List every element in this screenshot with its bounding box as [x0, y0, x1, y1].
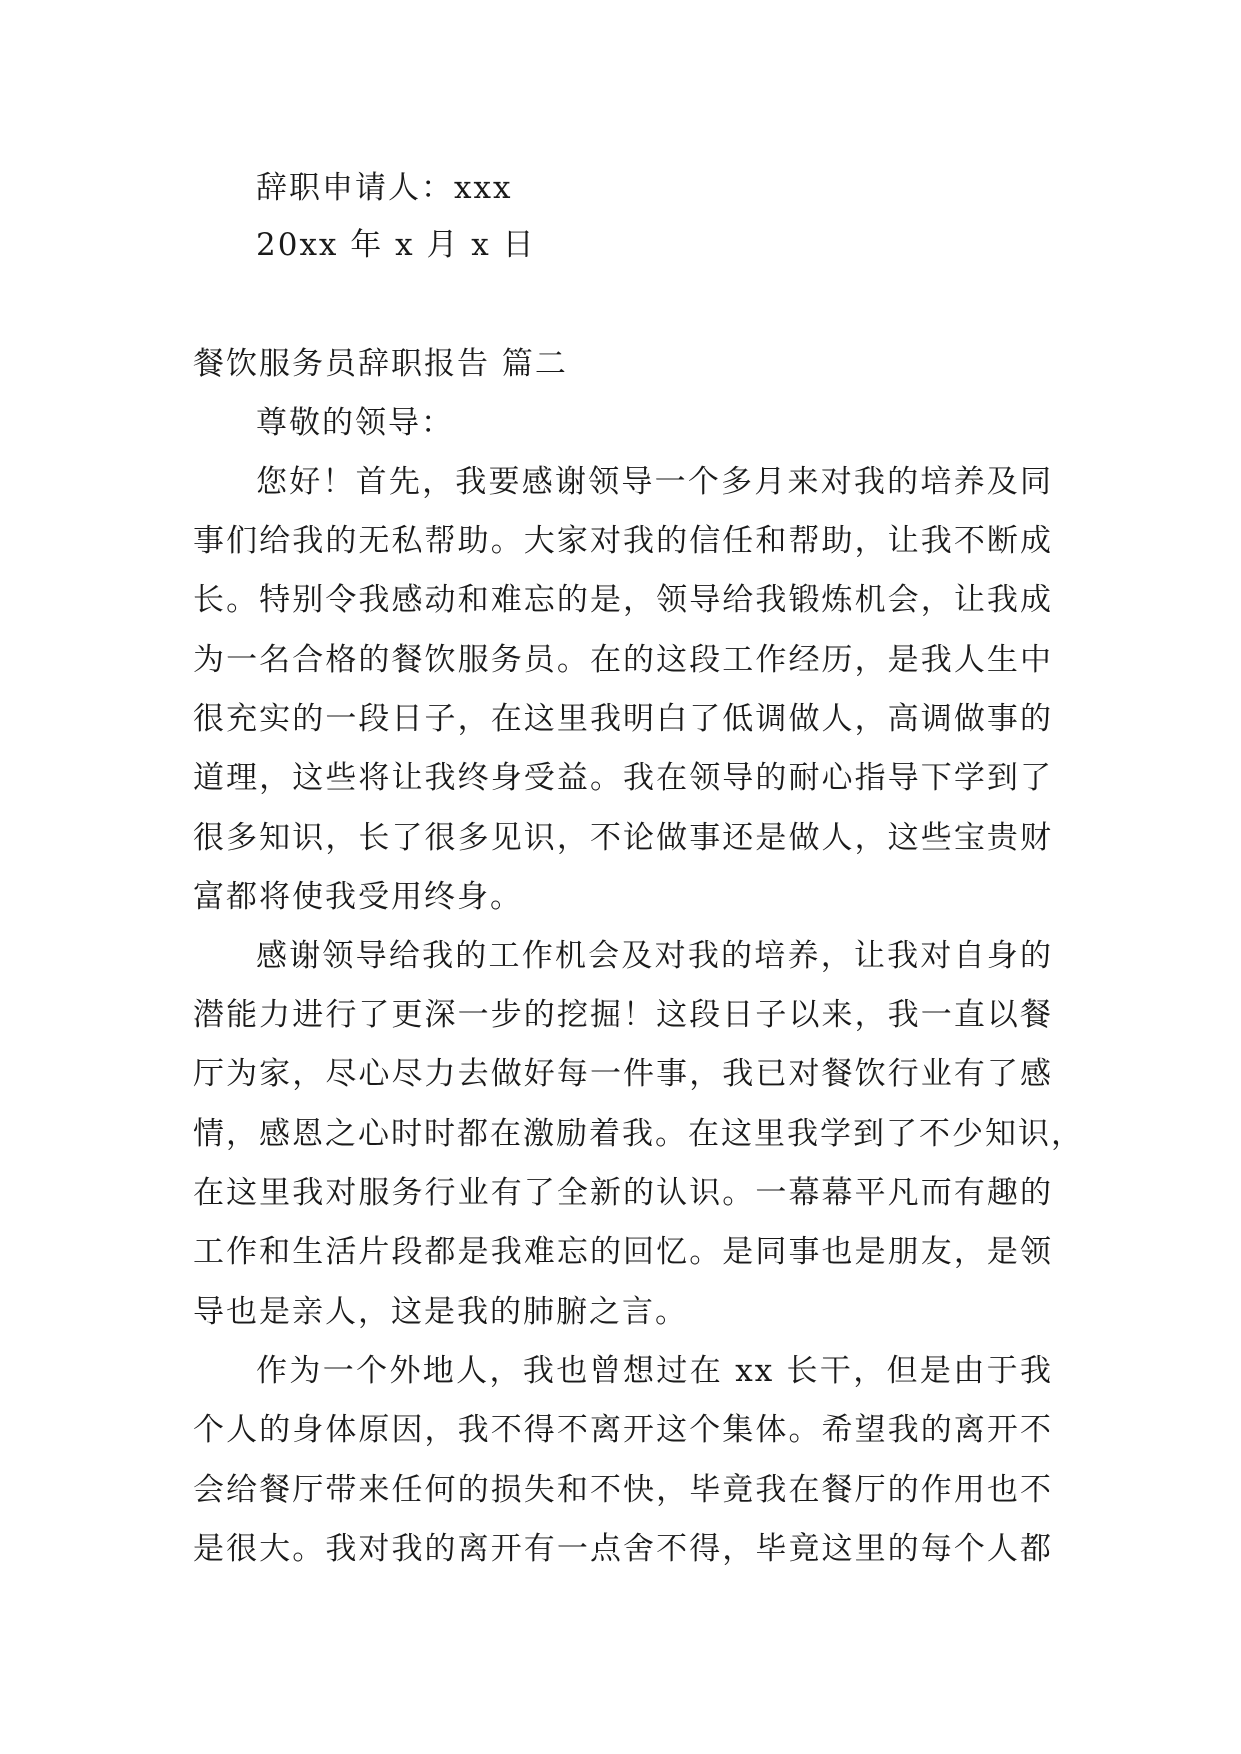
paragraph-3-line-1: 作为一个外地人，我也曾想过在 xx 长干，但是由于我: [256, 1353, 1053, 1389]
paragraph-3-line-4: 是很大。我对我的离开有一点舍不得，毕竟这里的每个人都: [193, 1531, 1053, 1567]
paragraph-2-line-1: 感谢领导给我的工作机会及对我的培养，让我对自身的: [256, 938, 1053, 974]
paragraph-1-line-2: 事们给我的无私帮助。大家对我的信任和帮助，让我不断成: [193, 523, 1053, 559]
paragraph-1-line-4: 为一名合格的餐饮服务员。在的这段工作经历，是我人生中: [193, 642, 1053, 678]
paragraph-3-line-2: 个人的身体原因，我不得不离开这个集体。希望我的离开不: [193, 1412, 1053, 1448]
paragraph-2-line-6: 工作和生活片段都是我难忘的回忆。是同事也是朋友，是领: [193, 1234, 1053, 1270]
paragraph-2-line-7: 导也是亲人，这是我的肺腑之言。: [193, 1294, 688, 1330]
section-title: 餐饮服务员辞职报告 篇二: [193, 346, 568, 382]
salutation: 尊敬的领导：: [256, 405, 454, 441]
paragraph-1-line-3: 长。特别令我感动和难忘的是，领导给我锻炼机会，让我成: [193, 582, 1053, 618]
paragraph-1-line-1: 您好！首先，我要感谢领导一个多月来对我的培养及同: [256, 464, 1053, 500]
paragraph-2-line-5: 在这里我对服务行业有了全新的认识。一幕幕平凡而有趣的: [193, 1175, 1053, 1211]
paragraph-2-line-4: 情，感恩之心时时都在激励着我。在这里我学到了不少知识，: [193, 1116, 1084, 1152]
paragraph-1-line-6: 道理，这些将让我终身受益。我在领导的耐心指导下学到了: [193, 760, 1053, 796]
signature-date: 20xx 年 x 月 x 日: [256, 227, 536, 263]
paragraph-1-line-5: 很充实的一段日子，在这里我明白了低调做人，高调做事的: [193, 701, 1053, 737]
paragraph-2-line-3: 厅为家，尽心尽力去做好每一件事，我已对餐饮行业有了感: [193, 1056, 1053, 1092]
paragraph-2-line-2: 潜能力进行了更深一步的挖掘！这段日子以来，我一直以餐: [193, 997, 1053, 1033]
paragraph-1-line-8: 富都将使我受用终身。: [193, 879, 523, 915]
paragraph-3-line-3: 会给餐厅带来任何的损失和不快，毕竟我在餐厅的作用也不: [193, 1472, 1053, 1508]
applicant-signature: 辞职申请人：xxx: [256, 170, 513, 206]
paragraph-1-line-7: 很多知识，长了很多见识，不论做事还是做人，这些宝贵财: [193, 820, 1053, 856]
